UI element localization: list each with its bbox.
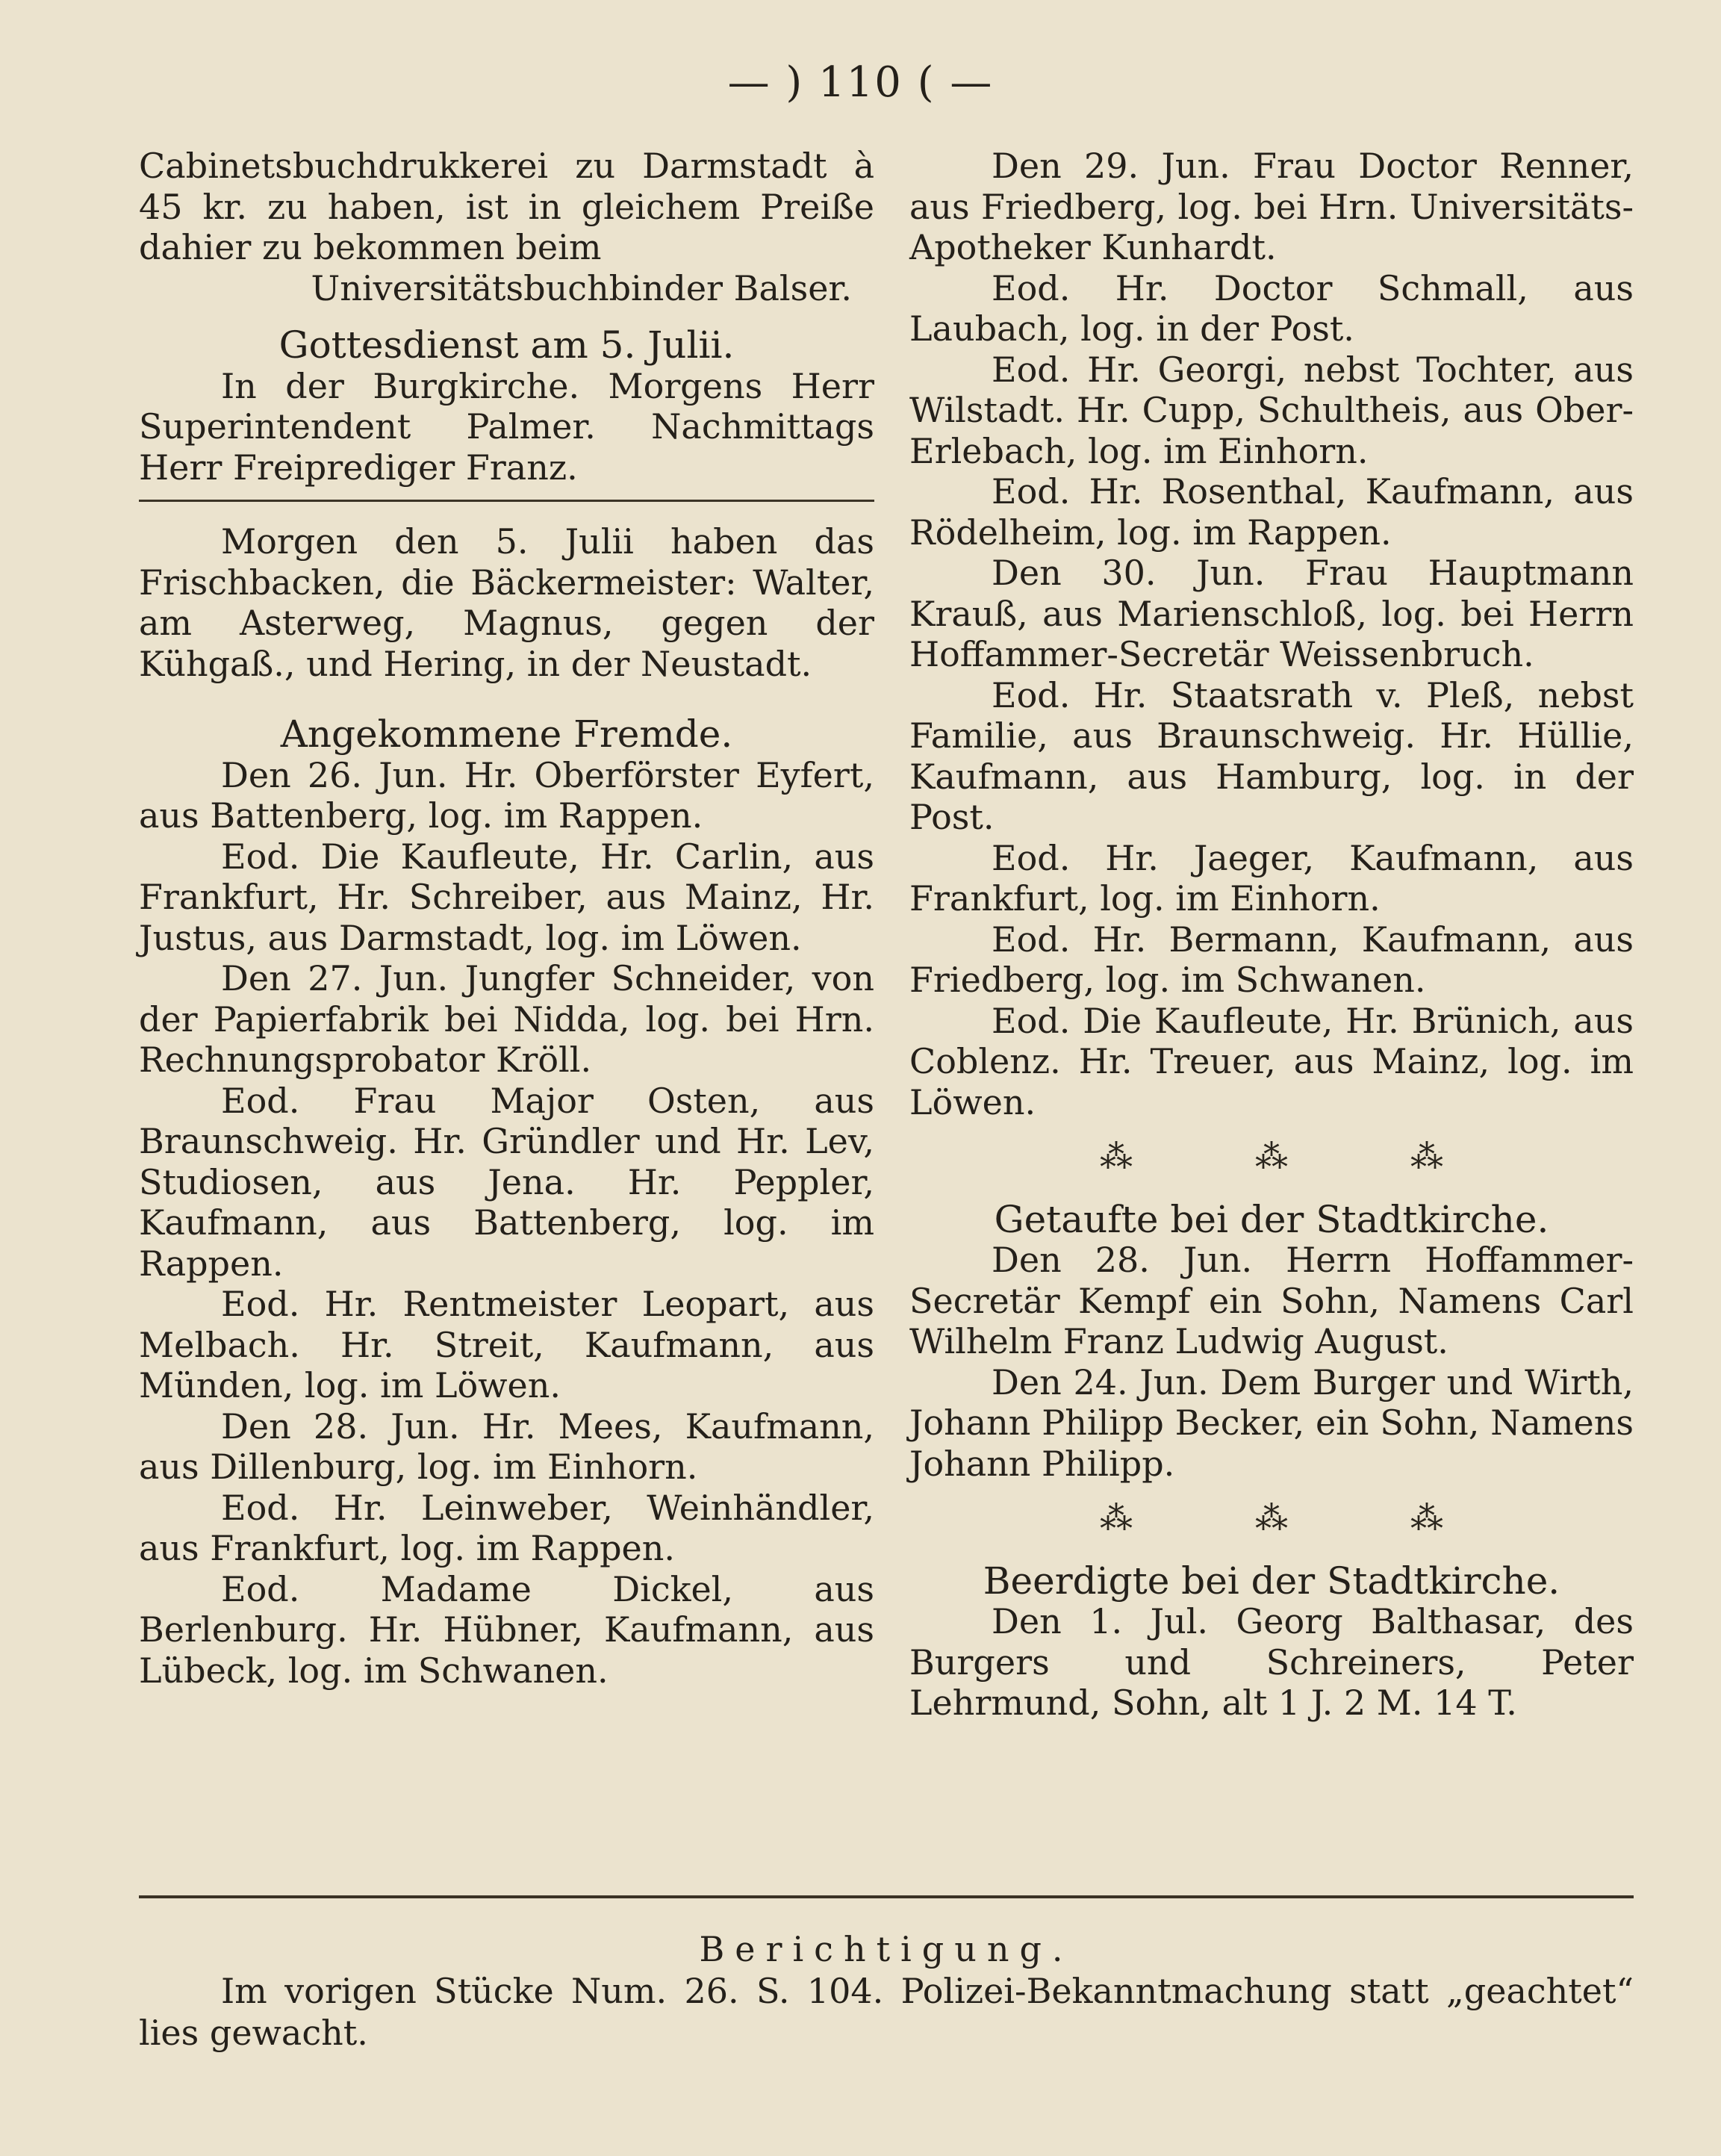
correction-heading: Berichtigung. [699,1929,1074,1969]
correction-section [139,1928,1634,2054]
arrivals-heading: Angekommene Fremde. [280,712,733,756]
left-column [139,146,874,1691]
book-notice-signature: Universitätsbuchbinder Balser. [311,267,852,308]
correction-text: Im vorigen Stücke Num. 26. S. 104. Polizei-Bekanntmachung statt „geachtet“ lies gewacht. [139,1971,1634,2053]
bakers-notice: Morgen den 5. Julii haben das Frischbacken, die Bäckermeister: Walter, am Asterweg, Magnus, gegen der Kühgaß., und Hering, in der Neustadt. [139,521,874,684]
book-notice: Cabinetsbuchdrukkerei zu Darmstadt à 45 kr. zu haben, ist in gleichem Preiße dahier zu bekommen beim [139,146,874,267]
arrival-entry: Eod. Madame Dickel, aus Berlenburg. Hr. Hübner, Kaufmann, aus Lübeck, log. im Schwanen. [139,1568,874,1691]
arrival-entry: Den 28. Jun. Hr. Mees, Kaufmann, aus Dillenburg, log. im Einhorn. [139,1405,874,1487]
worship-text: In der Burgkirche. Morgens Herr Superintendent Palmer. Nachmittags Herr Freiprediger Franz. [139,365,874,488]
ornament-stars: ⁂ ⁂ ⁂ [1100,1500,1443,1538]
arrival-entry: Eod. Hr. Doctor Schmall, aus Laubach, log. in der Post. [909,267,1634,349]
arrival-entry: Den 30. Jun. Frau Hauptmann Krauß, aus Marienschloß, log. bei Herrn Hoffammer-Secretär Weissenbruch. [909,553,1634,674]
arrival-entry: Eod. Hr. Bermann, Kaufmann, aus Friedberg, log. im Schwanen. [909,919,1634,1000]
burial-entry: Den 1. Jul. Georg Balthasar, des Burgers und Schreiners, Peter Lehrmund, Sohn, alt 1 J. 2 M. 14 T. [909,1601,1634,1723]
arrival-entry: Eod. Hr. Leinweber, Weinhändler, aus Frankfurt, log. im Rappen. [139,1487,874,1568]
worship-heading: Gottesdienst am 5. Julii. [278,323,735,367]
ornament-stars: ⁂ ⁂ ⁂ [1100,1138,1443,1176]
arrival-entry: Eod. Frau Major Osten, aus Braunschweig. Hr. Gründler und Hr. Lev, Studiosen, aus Jena. Hr. Peppler, Kaufmann, aus Battenberg, log. im Rappen. [139,1080,874,1284]
section-divider [139,500,874,502]
arrival-entry: Den 26. Jun. Hr. Oberförster Eyfert, aus Battenberg, log. im Rappen. [139,754,874,836]
arrival-entry: Eod. Hr. Rosenthal, Kaufmann, aus Rödelheim, log. im Rappen. [909,471,1634,553]
page-number: — ) 110 ( — [727,58,994,107]
baptism-entry: Den 24. Jun. Dem Burger und Wirth, Johann Philipp Becker, ein Sohn, Namens Johann Philipp. [909,1361,1634,1484]
baptism-entry: Den 28. Jun. Herrn Hoffammer-Secretär Kempf ein Sohn, Namens Carl Wilhelm Franz Ludwig August. [909,1240,1634,1361]
arrival-entry: Eod. Hr. Jaeger, Kaufmann, aus Frankfurt, log. im Einhorn. [909,837,1634,919]
arrival-entry: Eod. Die Kaufleute, Hr. Carlin, aus Frankfurt, Hr. Schreiber, aus Mainz, Hr. Justus, aus Darmstadt, log. im Löwen. [139,836,874,958]
buried-heading: Beerdigte bei der Stadtkirche. [983,1559,1560,1603]
arrival-entry: Eod. Hr. Rentmeister Leopart, aus Melbach. Hr. Streit, Kaufmann, aus Münden, log. im Löwen. [139,1284,874,1405]
arrival-entry: Eod. Hr. Georgi, nebst Tochter, aus Wilstadt. Hr. Cupp, Schultheis, aus Ober-Erlebach, log. im Einhorn. [909,349,1634,471]
footer-divider [139,1895,1634,1898]
baptized-heading: Getaufte bei der Stadtkirche. [994,1197,1549,1241]
arrival-entry: Eod. Hr. Staatsrath v. Pleß, nebst Familie, aus Braunschweig. Hr. Hüllie, Kaufmann, aus Hamburg, log. in der Post. [909,674,1634,837]
arrival-entry: Den 27. Jun. Jungfer Schneider, von der Papierfabrik bei Nidda, log. bei Hrn. Rechnungsprobator Kröll. [139,958,874,1080]
arrival-entry: Den 29. Jun. Frau Doctor Renner, aus Friedberg, log. bei Hrn. Universitäts-Apotheker Kunhardt. [909,146,1634,267]
right-column [909,146,1634,1724]
arrival-entry: Eod. Die Kaufleute, Hr. Brünich, aus Coblenz. Hr. Treuer, aus Mainz, log. im Löwen. [909,1000,1634,1122]
